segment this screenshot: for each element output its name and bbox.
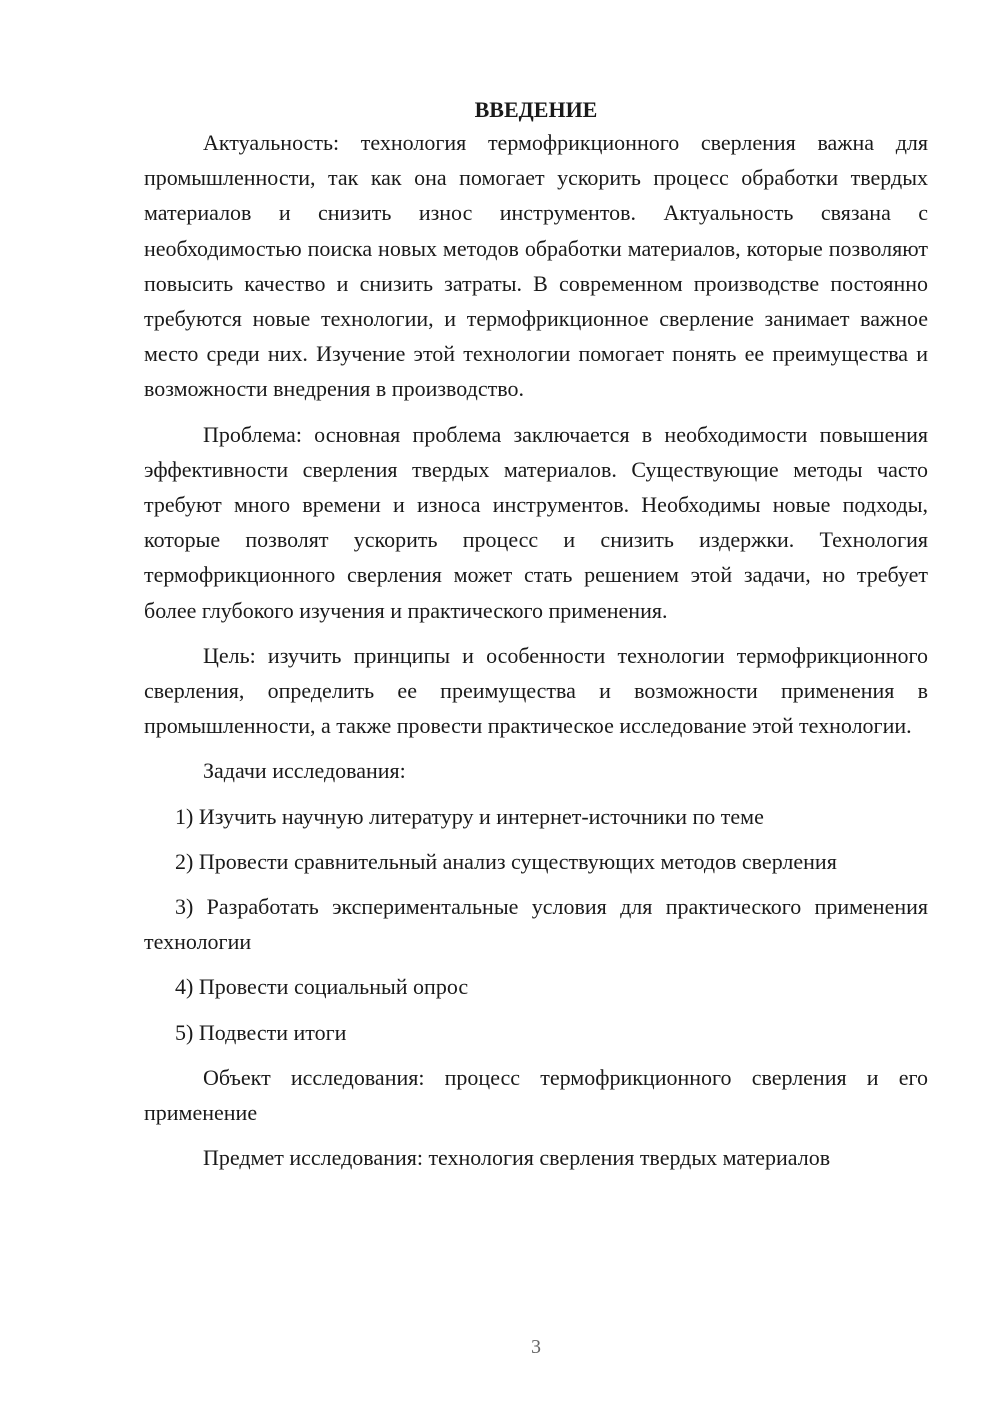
document-page (144, 92, 928, 1185)
paragraph-relevance: Актуальность: технология термофрикционного сверления важна для промышленности, так как она помогает ускорить процесс обработки твердых материалов и снизить износ инструментов. Актуальность связана с необходимостью поиска новых методов обработки материалов, которые позволяют повысить качество и снизить затраты. В современном производстве постоянно требуются новые технологии, и термофрикционное сверление занимает важное место среди них. Изучение этой технологии помогает понять ее преимущества и возможности внедрения в производство. (144, 130, 928, 402)
task-item-1: 1) Изучить научную литературу и интернет-источники по теме (175, 803, 764, 829)
paragraph-object: Объект исследования: процесс термофрикционного сверления и его применение (144, 1064, 928, 1126)
page-number: 3 (531, 1336, 541, 1358)
task-item-4: 4) Провести социальный опрос (175, 974, 469, 1000)
paragraph-tasks-heading: Задачи исследования: (203, 758, 406, 784)
paragraph-goal: Цель: изучить принципы и особенности технологии термофрикционного сверления, определить ее преимущества и возможности применения в промышленности, а также провести практическое исследование этой технологии. (144, 642, 928, 739)
task-item-2: 2) Провести сравнительный анализ существующих методов сверления (175, 848, 837, 874)
paragraph-problem: Проблема: основная проблема заключается в необходимости повышения эффективности сверления твердых материалов. Существующие методы часто требуют много времени и износа инструментов. Необходимы новые подходы, которые позволят ускорить процесс и снизить издержки. Технология термофрикционного сверления может стать решением этой задачи, но требует более глубокого изучения и практического применения. (144, 421, 928, 623)
section-title: ВВЕДЕНИЕ (474, 97, 598, 122)
paragraph-subject: Предмет исследования: технология сверления твердых материалов (203, 1145, 831, 1171)
task-item-5: 5) Подвести итоги (175, 1019, 347, 1045)
task-item-3: 3) Разработать экспериментальные условия для практического применения технологии (144, 894, 928, 955)
